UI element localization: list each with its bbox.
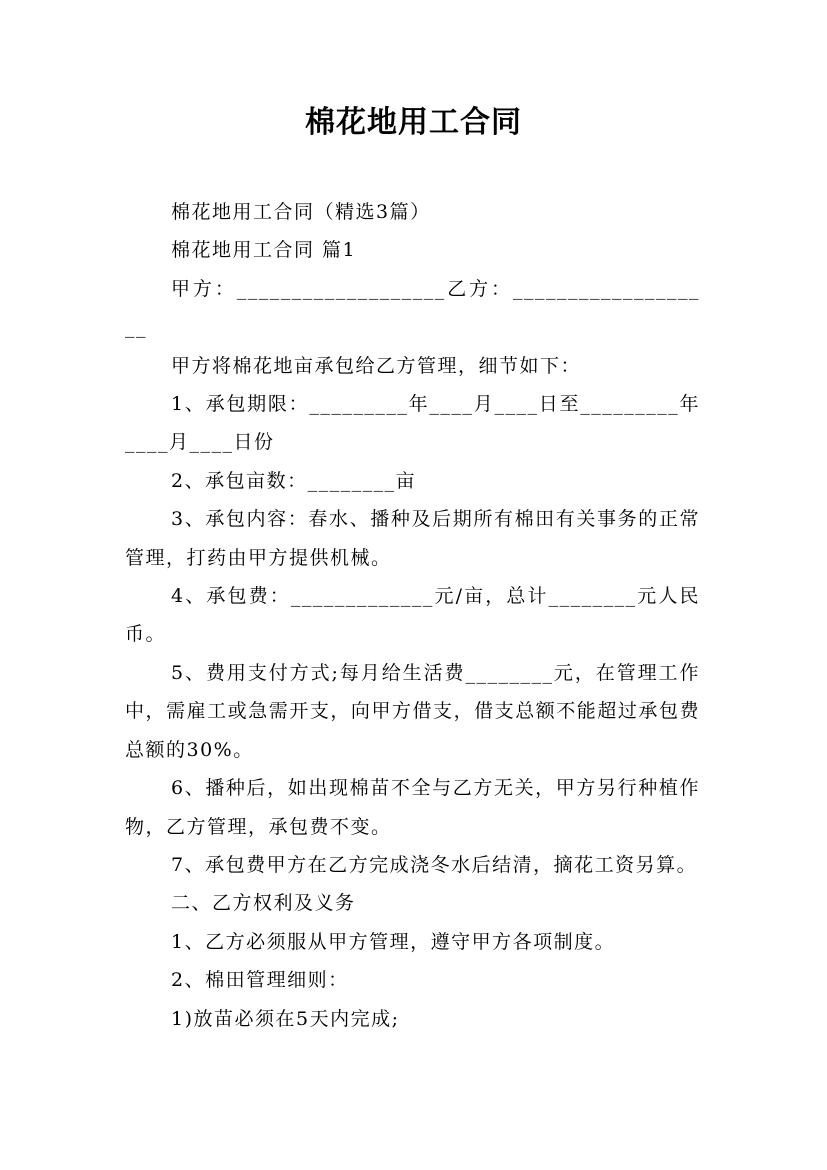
paragraph-payment: 5、费用支付方式;每月给生活费________元，在管理工作中，需雇工或急需开支，向甲方借支，借支总额不能超过承包费总额的30%。 [125,661,700,761]
paragraph-rights-heading: 二、乙方权利及义务 [171,892,356,915]
paragraph-obey: 1、乙方必须服从甲方管理，遵守甲方各项制度。 [171,930,616,953]
paragraph-heading: 棉花地用工合同（精选3篇） [171,201,431,223]
paragraph-section-title: 棉花地用工合同 篇1 [171,239,357,262]
document-title: 棉花地用工合同 [305,105,522,140]
paragraph-settlement: 7、承包费甲方在乙方完成浇冬水后结清，摘花工资另算。 [171,853,698,876]
paragraph-acreage: 2、承包亩数：________亩 [171,469,417,492]
paragraph-content: 3、承包内容：春水、播种及后期所有棉田有关事务的正常管理，打药由甲方提供机械。 [125,508,700,569]
paragraph-rule-1: 1)放苗必须在5天内完成; [171,1007,400,1030]
paragraph-term: 1、承包期限：_________年____月____日至_________年____月____日份 [125,393,700,454]
paragraph-management-rules: 2、棉田管理细则： [171,969,349,992]
paragraph-fee: 4、承包费：_____________元/亩，总计________元人民币。 [125,585,700,646]
document-body [125,193,700,1038]
paragraph-intro: 甲方将棉花地亩承包给乙方管理，细节如下： [171,354,582,377]
paragraph-sowing: 6、播种后，如出现棉苗不全与乙方无关，甲方另行种植作物，乙方管理，承包费不变。 [125,777,700,838]
paragraph-parties: 甲方：___________________乙方：___________________ [125,277,700,339]
